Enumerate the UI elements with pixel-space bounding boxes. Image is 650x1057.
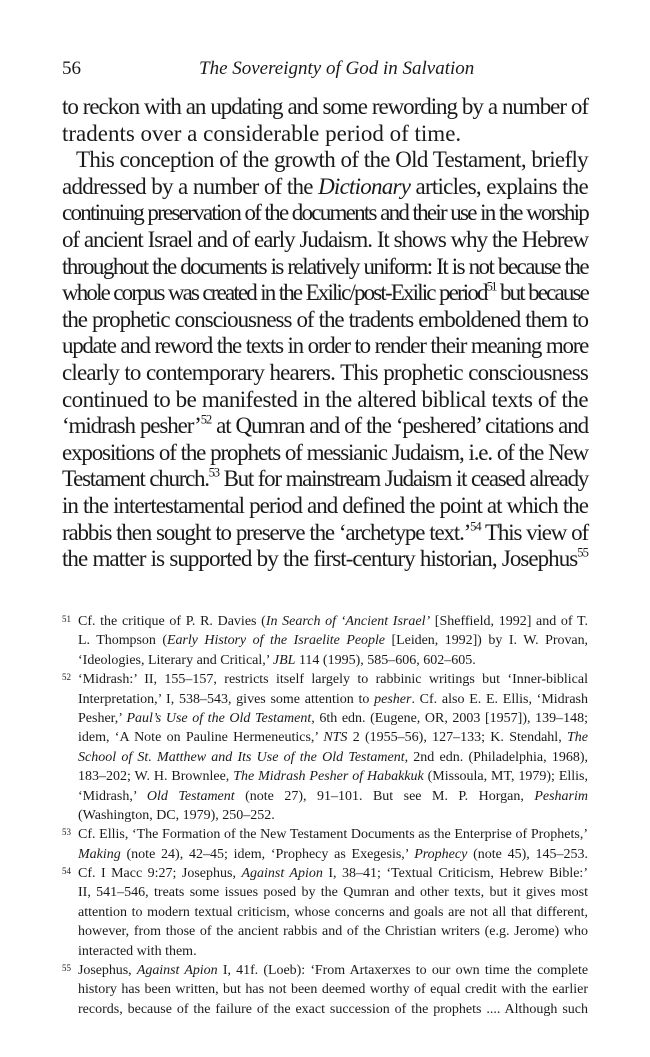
text-run: (Washington, DC, 1979), 250–252.	[78, 807, 275, 823]
text-run: II, 541–546, treats some issues posed by the Qumran and other texts, but it gives most	[78, 885, 588, 901]
text-run: (note 45), 145–253.	[467, 846, 588, 862]
body-line	[62, 440, 588, 467]
body-line	[62, 413, 588, 440]
text-run: continuing preservation of the documents and their use in the worship	[62, 200, 588, 226]
body-line	[62, 307, 588, 334]
text-run: [Leiden, 1992]) by I. W. Provan,	[384, 633, 588, 649]
text-run: School of St. Matthew and Its Use of the Old Testament	[78, 749, 405, 765]
footnote-line	[78, 942, 588, 961]
text-run: , 6th edn. (Eugene, OR, 2003 [1957]), 139–148;	[311, 710, 588, 726]
body-line	[62, 466, 588, 493]
text-run: Pesharim	[534, 788, 588, 804]
text-run: . Cf. also E. E. Ellis, ‘Midrash	[411, 691, 588, 707]
text-run: Old Testament	[146, 788, 235, 804]
text-run: idem, ‘A Note on Pauline Hermeneutics,’	[78, 730, 324, 746]
text-run: Early History of the Israelite People	[166, 633, 385, 649]
footnote-line	[78, 651, 588, 670]
footnote-line	[78, 690, 588, 709]
text-run: articles, explains the	[410, 173, 588, 199]
footnote-number: 52	[62, 672, 71, 683]
text-run: Josephus,	[78, 963, 137, 979]
footnote-line	[78, 922, 588, 941]
body-line	[62, 254, 588, 281]
text-run: history has been written, but has not been deemed worthy of equal credit with the earlier	[78, 982, 588, 998]
footnote-line	[78, 864, 588, 883]
body-line	[62, 227, 588, 254]
text-run: Cf. I Macc 9:27; Josephus,	[78, 866, 242, 882]
footnote-line	[78, 612, 588, 631]
text-run: The	[567, 730, 588, 746]
body-line	[62, 280, 588, 307]
text-run: whole corpus was created in the Exilic/post-Exilic period	[62, 280, 487, 306]
text-run: In Search of ‘Ancient Israel’	[265, 614, 431, 629]
text-run: , 2nd edn. (Philadelphia, 1968),	[404, 749, 588, 765]
text-run: JBL	[272, 652, 296, 668]
text-run: Testament church.	[62, 466, 209, 492]
footnote-line	[78, 631, 588, 650]
footnote-line	[78, 883, 588, 902]
text-run: This conception of the growth of the Old Testament, briefly	[76, 147, 588, 173]
footnote-ref: 53	[208, 465, 219, 480]
text-run: [Sheffield, 1992] and of T.	[430, 614, 588, 629]
body-line	[62, 94, 588, 121]
footnote-line	[78, 825, 588, 844]
text-run: Cf. the critique of P. R. Davies (	[78, 614, 266, 629]
footnote-52	[62, 670, 588, 825]
text-run: L. Thompson (	[78, 633, 167, 649]
body-line	[62, 493, 588, 520]
text-run: addressed by a number of the	[62, 173, 319, 199]
text-run: ‘midrash pesher’	[62, 413, 201, 439]
text-run: This view of	[480, 519, 588, 545]
text-run: tradents over a considerable period of time.	[62, 120, 462, 146]
footnote-51	[62, 612, 588, 670]
footnote-55	[62, 961, 588, 1019]
body-line	[62, 200, 588, 227]
footnote-line	[78, 748, 588, 767]
text-run: update and reword the texts in order to render their meaning more	[62, 333, 588, 359]
text-run: Against Apion	[241, 866, 323, 882]
text-run: clearly to contemporary hearers. This prophetic consciousness	[62, 359, 588, 385]
text-run: 2 (1955–56), 127–133; K. Stendahl,	[347, 730, 567, 746]
text-run: I, 41f. (Loeb): ‘From Artaxerxes to our own time the complete	[217, 963, 588, 979]
footnote-line	[78, 961, 588, 980]
text-run: but because	[495, 280, 588, 306]
footnote-ref: 55	[577, 545, 588, 560]
text-run: ‘Ideologies, Literary and Critical,’	[78, 652, 273, 668]
body-line	[62, 546, 588, 573]
text-run: Dictionary	[318, 173, 411, 199]
text-run: 183–202; W. H. Brownlee,	[78, 769, 234, 785]
footnotes	[62, 612, 588, 1019]
text-run: Prophecy	[414, 846, 468, 862]
text-run: to reckon with an updating and some rewording by a number of	[62, 94, 588, 119]
text-run: continued to be manifested in the altered biblical texts of the	[62, 386, 588, 412]
footnote-line	[78, 767, 588, 786]
text-run: 114 (1995), 585–606, 602–605.	[295, 652, 476, 668]
running-title: The Sovereignty of God in Salvation	[199, 58, 475, 79]
body-line	[62, 174, 588, 201]
text-run: expositions of the prophets of messianic Judaism, i.e. of the New	[62, 439, 588, 465]
footnote-54	[62, 864, 588, 961]
text-run: NTS	[323, 730, 348, 746]
text-run: Making	[78, 846, 121, 862]
text-run: (Missoula, MT, 1979); Ellis,	[423, 769, 588, 785]
text-run: throughout the documents is relatively uniform: It is not because the	[62, 253, 588, 279]
footnote-line	[78, 728, 588, 747]
text-run: (note 27), 91–101. But see M. P. Horgan,	[234, 788, 535, 804]
text-run: interacted with them.	[78, 943, 197, 959]
text-run: Against Apion	[136, 963, 218, 979]
footnote-line	[78, 845, 588, 864]
text-run: ‘Midrash,’	[78, 788, 147, 804]
body-line	[62, 121, 588, 148]
text-run: at Qumran and of the ‘peshered’ citations and	[211, 413, 588, 439]
body-line	[62, 360, 588, 387]
body-line	[62, 333, 588, 360]
footnote-number: 51	[62, 614, 71, 624]
footnote-53	[62, 825, 588, 864]
footnote-number: 55	[62, 963, 71, 974]
footnote-number: 53	[62, 827, 71, 838]
body-line	[62, 387, 588, 414]
body-line	[62, 520, 588, 547]
text-run: (note 24), 42–45; idem, ‘Prophecy as Exegesis,’	[120, 846, 415, 862]
body-text	[62, 94, 588, 573]
footnote-number: 54	[62, 866, 71, 877]
page-header	[62, 58, 588, 82]
page-number: 56	[62, 58, 81, 79]
footnote-line	[78, 980, 588, 999]
footnote-line	[78, 670, 588, 689]
footnote-line	[78, 806, 588, 825]
text-run: But for mainstream Judaism it ceased already	[218, 466, 589, 492]
text-run: I, 38–41; ‘Textual Criticism, Hebrew Bible:’	[322, 866, 588, 882]
footnote-line	[78, 1000, 588, 1019]
footnote-ref: 51	[486, 279, 496, 294]
text-run: pesher	[374, 691, 412, 707]
body-line	[62, 147, 588, 174]
footnote-ref: 52	[200, 412, 212, 427]
text-run: of ancient Israel and of early Judaism. It shows why the Hebrew	[62, 226, 588, 252]
text-run: Interpretation,’ I, 538–543, gives some attention to	[78, 691, 375, 707]
text-run: ‘Midrash:’ II, 155–157, restricts itself largely to rabbinic writings but ‘Inner-biblical	[78, 672, 588, 688]
footnote-line	[78, 709, 588, 728]
text-run: rabbis then sought to preserve the ‘archetype text.’	[62, 519, 471, 545]
text-run: in the intertestamental period and defined the point at which the	[62, 492, 588, 518]
text-run: the matter is supported by the first-century historian, Josephus	[62, 546, 578, 572]
text-run: Paul’s Use of the Old Testament	[126, 710, 312, 726]
text-run: attention to modern textual criticism, whose concerns and goals are not all that different,	[78, 904, 588, 920]
text-run: Pesher,’	[78, 710, 127, 726]
footnote-line	[78, 787, 588, 806]
text-run: records, because of the failure of the exact succession of the prophets .... Although such	[78, 1001, 588, 1017]
text-run: however, from those of the ancient rabbis and of the Christian writers (e.g. Jerome) who	[78, 924, 588, 940]
footnote-ref: 54	[470, 519, 481, 534]
footnote-line	[78, 903, 588, 922]
text-run: Cf. Ellis, ‘The Formation of the New Testament Documents as the Enterprise of Prophets,’	[78, 827, 588, 843]
text-run: The Midrash Pesher of Habakkuk	[233, 769, 424, 785]
text-run: the prophetic consciousness of the tradents emboldened them to	[62, 306, 588, 332]
